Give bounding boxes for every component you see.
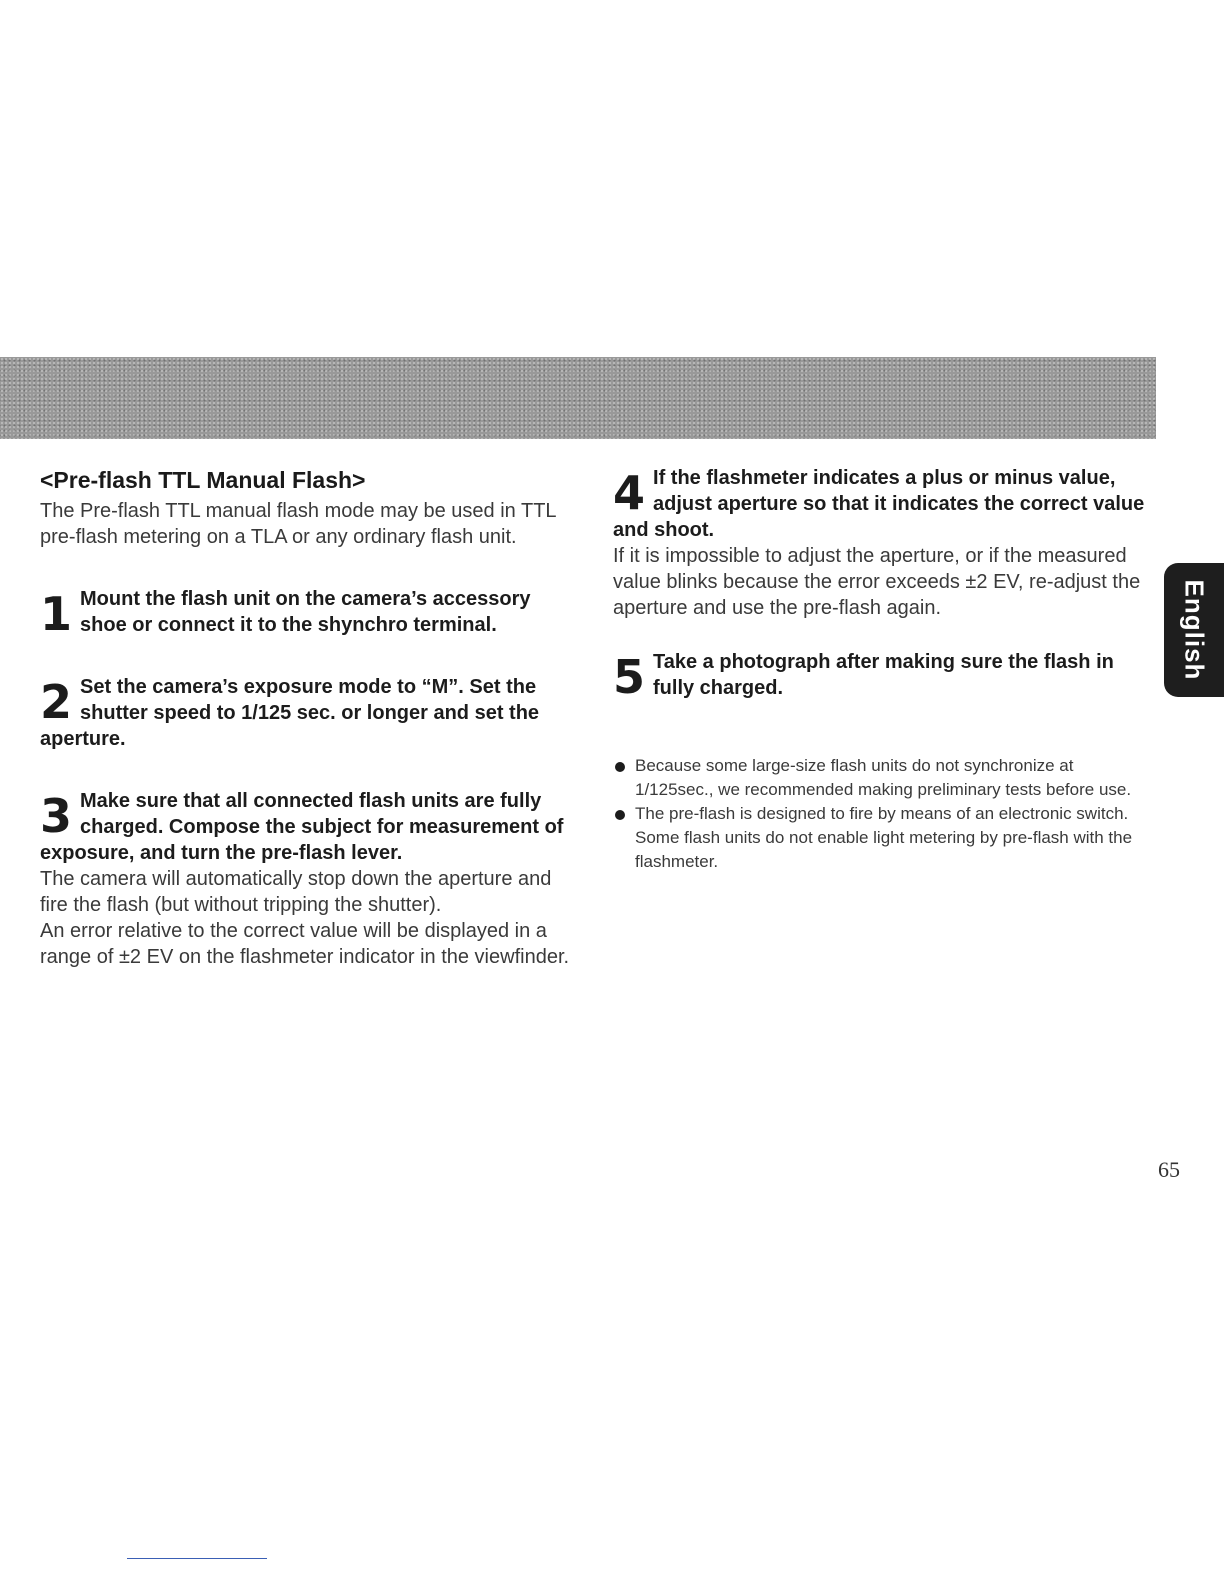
language-tab-label: English: [1179, 579, 1210, 681]
step-number: 1: [40, 587, 73, 641]
note-item: [613, 754, 1148, 802]
step-heading: Make sure that all connected flash units are fully charged. Compose the subject for measurement of exposure, and turn the pre-flash lever.: [40, 790, 564, 864]
left-column: [40, 465, 570, 970]
step-heading: If the flashmeter indicates a plus or minus value, adjust aperture so that it indicates the correct value and shoot.: [613, 467, 1145, 541]
header-band: [0, 357, 1156, 439]
step-heading: Mount the flash unit on the camera’s accessory shoe or connect it to the shynchro terminal.: [80, 588, 531, 636]
step-number: 3: [40, 789, 73, 843]
step-2: [40, 674, 570, 752]
step-description: The camera will automatically stop down the aperture and fire the flash (but without tripping the shutter).: [40, 868, 552, 916]
bullet-icon: [615, 762, 625, 772]
step-number: 4: [613, 466, 646, 520]
step-heading: Set the camera’s exposure mode to “M”. Set the shutter speed to 1/125 sec. or longer and set the aperture.: [40, 676, 540, 750]
step-number: 5: [613, 650, 646, 704]
step-number: 2: [40, 675, 73, 729]
note-text: The pre-flash is designed to fire by means of an electronic switch. Some flash units do not enable light metering by pre-flash with the flashmeter.: [635, 804, 1133, 871]
language-tab: [1164, 563, 1224, 697]
step-heading: Take a photograph after making sure the flash in fully charged.: [653, 651, 1114, 699]
step-5: [613, 649, 1148, 704]
notes-list: [613, 754, 1148, 874]
step-1: [40, 586, 570, 641]
bottom-rule: [127, 1558, 267, 1559]
bullet-icon: [615, 810, 625, 820]
step-3: [40, 788, 570, 970]
note-item: [613, 802, 1148, 874]
step-description: An error relative to the correct value will be displayed in a range of ±2 EV on the flashmeter indicator in the viewfinder.: [40, 920, 570, 968]
intro-text: The Pre-flash TTL manual flash mode may be used in TTL pre-flash metering on a TLA or any ordinary flash unit.: [40, 500, 556, 548]
right-column: [613, 465, 1148, 874]
step-description: If it is impossible to adjust the aperture, or if the measured value blinks because the error exceeds ±2 EV, re-adjust the aperture and use the pre-flash again.: [613, 545, 1141, 619]
page-number: 65: [1158, 1157, 1180, 1182]
step-4: [613, 465, 1148, 621]
section-title: <Pre-flash TTL Manual Flash>: [40, 467, 366, 493]
note-text: Because some large-size flash units do not synchronize at 1/125sec., we recommended making preliminary tests before use.: [635, 756, 1132, 799]
